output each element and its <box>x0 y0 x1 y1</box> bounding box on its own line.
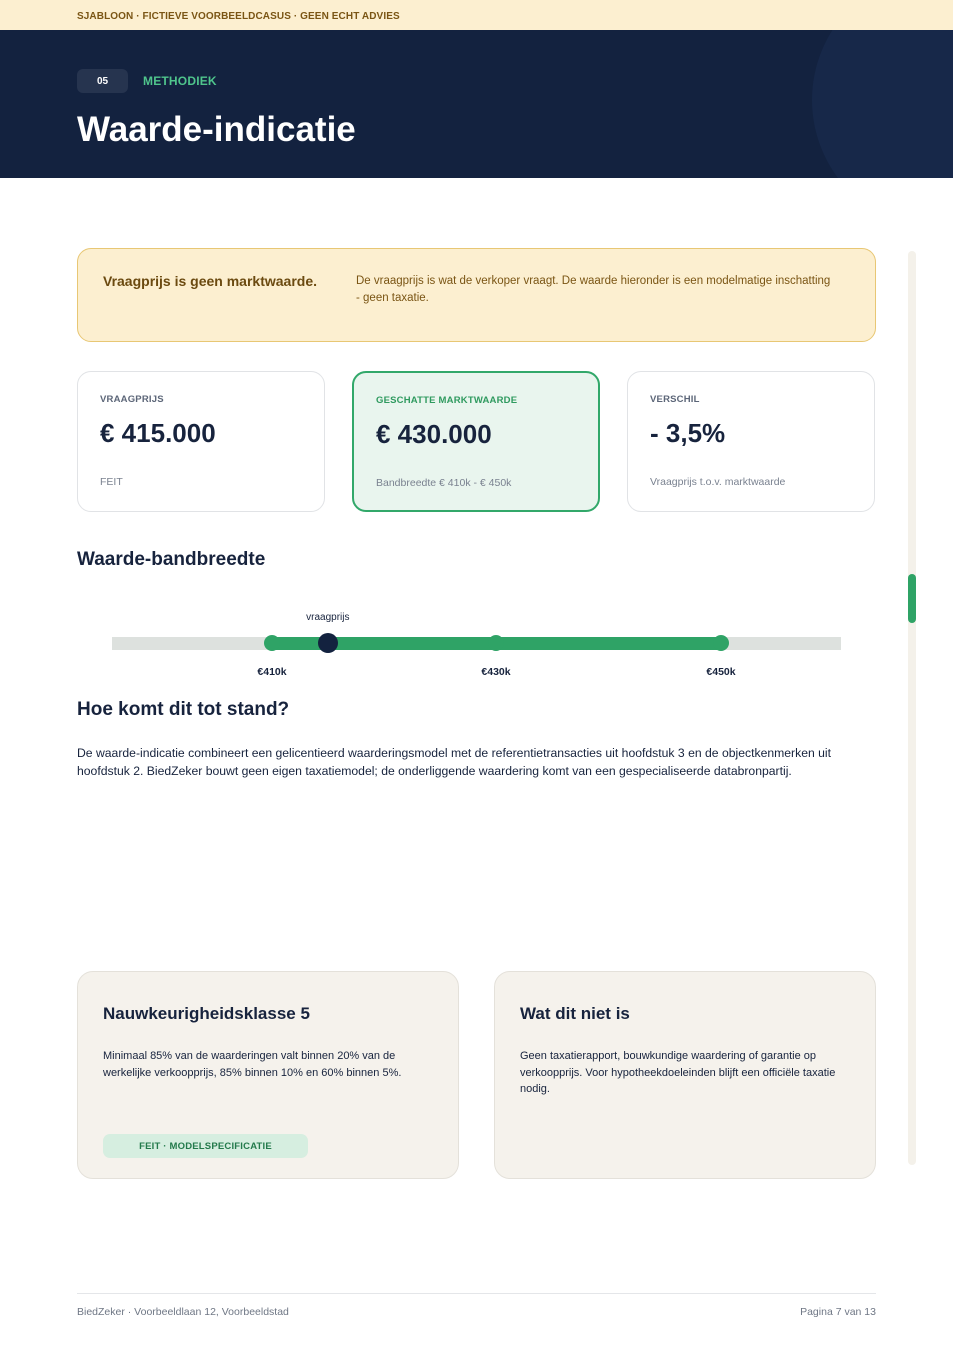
page-number: Pagina 7 van 13 <box>800 1306 876 1318</box>
fact-badge: FEIT · MODELSPECIFICATIE <box>103 1134 308 1158</box>
stat-label: VRAAGPRIJS <box>100 394 164 405</box>
stat-value: € 415.000 <box>100 418 216 448</box>
notice-title: Vraagprijs is geen marktwaarde. <box>103 273 317 289</box>
scrollbar-track[interactable] <box>908 251 916 1165</box>
asking-price-marker <box>318 633 338 653</box>
stat-label: GESCHATTE MARKTWAARDE <box>376 395 518 406</box>
warning-notice <box>77 248 876 342</box>
footer-divider <box>77 1293 876 1294</box>
card-title: Nauwkeurigheidsklasse 5 <box>103 1004 310 1023</box>
disclaimer-text: SJABLOON · FICTIEVE VOORBEELDCASUS · GEEN ECHT ADVIES <box>77 11 400 22</box>
card-text: Minimaal 85% van de waarderingen valt binnen 20% van de werkelijke verkoopprijs, 85% binnen 10% en 60% binnen 5%. <box>103 1050 402 1079</box>
range-tick-low: €410k <box>257 666 287 678</box>
stat-card-asking-price <box>77 371 325 512</box>
disclaimer-bar <box>0 0 953 30</box>
method-text: De waarde-indicatie combineert een gelicentieerd waarderingsmodel met de referentietransacties uit hoofdstuk 3 en de objectkenmerken uit hoofdstuk 2. BiedZeker bouwt geen eigen taxatiemodel; de onderliggende waardering komt van een gespecialiseerde databronpartij. <box>77 746 832 778</box>
page-header <box>0 30 953 178</box>
scrollbar-thumb[interactable] <box>908 574 916 623</box>
stat-note: Bandbreedte € 410k - € 450k <box>376 477 512 489</box>
footer-address: BiedZeker · Voorbeeldlaan 12, Voorbeeldstad <box>77 1306 289 1318</box>
stat-card-market-value <box>352 371 600 512</box>
range-tick-high: €450k <box>706 666 736 678</box>
chapter-label: METHODIEK <box>143 74 217 88</box>
disclaimer-card <box>494 971 876 1179</box>
accuracy-class-card <box>77 971 459 1179</box>
card-text: Geen taxatierapport, bouwkundige waardering of garantie op verkoopprijs. Voor hypotheekdoeleinden blijft een officiële taxatie nodig. <box>520 1050 836 1095</box>
page-title: Waarde-indicatie <box>77 110 356 149</box>
asking-price-label: vraagprijs <box>306 612 350 623</box>
stat-card-difference <box>627 371 875 512</box>
stat-value: € 430.000 <box>376 419 492 449</box>
stat-note: FEIT <box>100 476 123 488</box>
notice-text: De vraagprijs is wat de verkoper vraagt. De waarde hieronder is een modelmatige inschatting - geen taxatie. <box>356 275 831 304</box>
chapter-number-badge: 05 <box>77 69 128 93</box>
method-heading: Hoe komt dit tot stand? <box>77 699 290 720</box>
decorative-circle <box>812 30 953 178</box>
stat-value: - 3,5% <box>650 418 726 448</box>
range-tick-mid: €430k <box>481 666 511 678</box>
range-mid-marker <box>488 635 504 651</box>
card-title: Wat dit niet is <box>520 1004 630 1023</box>
stat-label: VERSCHIL <box>650 394 700 405</box>
stat-note: Vraagprijs t.o.v. marktwaarde <box>650 476 786 488</box>
range-low-marker <box>264 635 280 651</box>
range-high-marker <box>713 635 729 651</box>
range-heading: Waarde-bandbreedte <box>77 549 266 570</box>
